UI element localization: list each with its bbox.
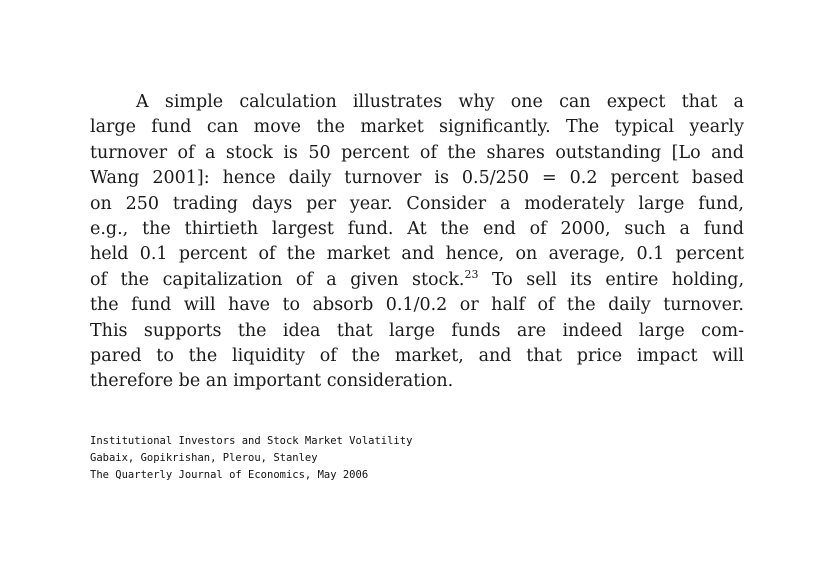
paragraph-line: pared to the liquidity of the market, and that price impact will [90, 345, 744, 366]
paragraph-line: large fund can move the market significantly. The typical yearly [90, 117, 744, 138]
paragraph-line: This supports the idea that large funds are indeed large com- [90, 320, 744, 341]
paragraph-line-with-footnote [90, 268, 744, 293]
citation-source: The Quarterly Journal of Economics, May 2006 [90, 469, 369, 481]
paragraph-line: e.g., the thirtieth largest fund. At the end of 2000, such a fund [90, 218, 744, 239]
paragraph-text: To sell its entire holding, [478, 269, 745, 290]
paragraph-line: A simple calculation illustrates why one can expect that a [136, 92, 744, 112]
paragraph-line: turnover of a stock is 50 percent of the shares outstanding [Lo and [90, 142, 744, 163]
citation-block [90, 433, 412, 484]
paragraph-line: the fund will have to absorb 0.1/0.2 or half of the daily turnover. [90, 295, 744, 316]
body-paragraph [90, 90, 744, 395]
paragraph-line: therefore be an important consideration. [90, 371, 454, 392]
paragraph-line: on 250 trading days per year. Consider a moderately large fund, [90, 193, 744, 214]
paragraph-text: of the capitalization of a given stock. [90, 269, 465, 290]
paragraph-line: held 0.1 percent of the market and hence, on average, 0.1 percent [90, 244, 744, 265]
footnote-marker: 23 [464, 267, 479, 281]
citation-authors: Gabaix, Gopikrishan, Plerou, Stanley [90, 452, 318, 464]
paragraph-line: Wang 2001]: hence daily turnover is 0.5/250 = 0.2 percent based [90, 168, 744, 189]
citation-title: Institutional Investors and Stock Market Volatility [90, 435, 413, 447]
